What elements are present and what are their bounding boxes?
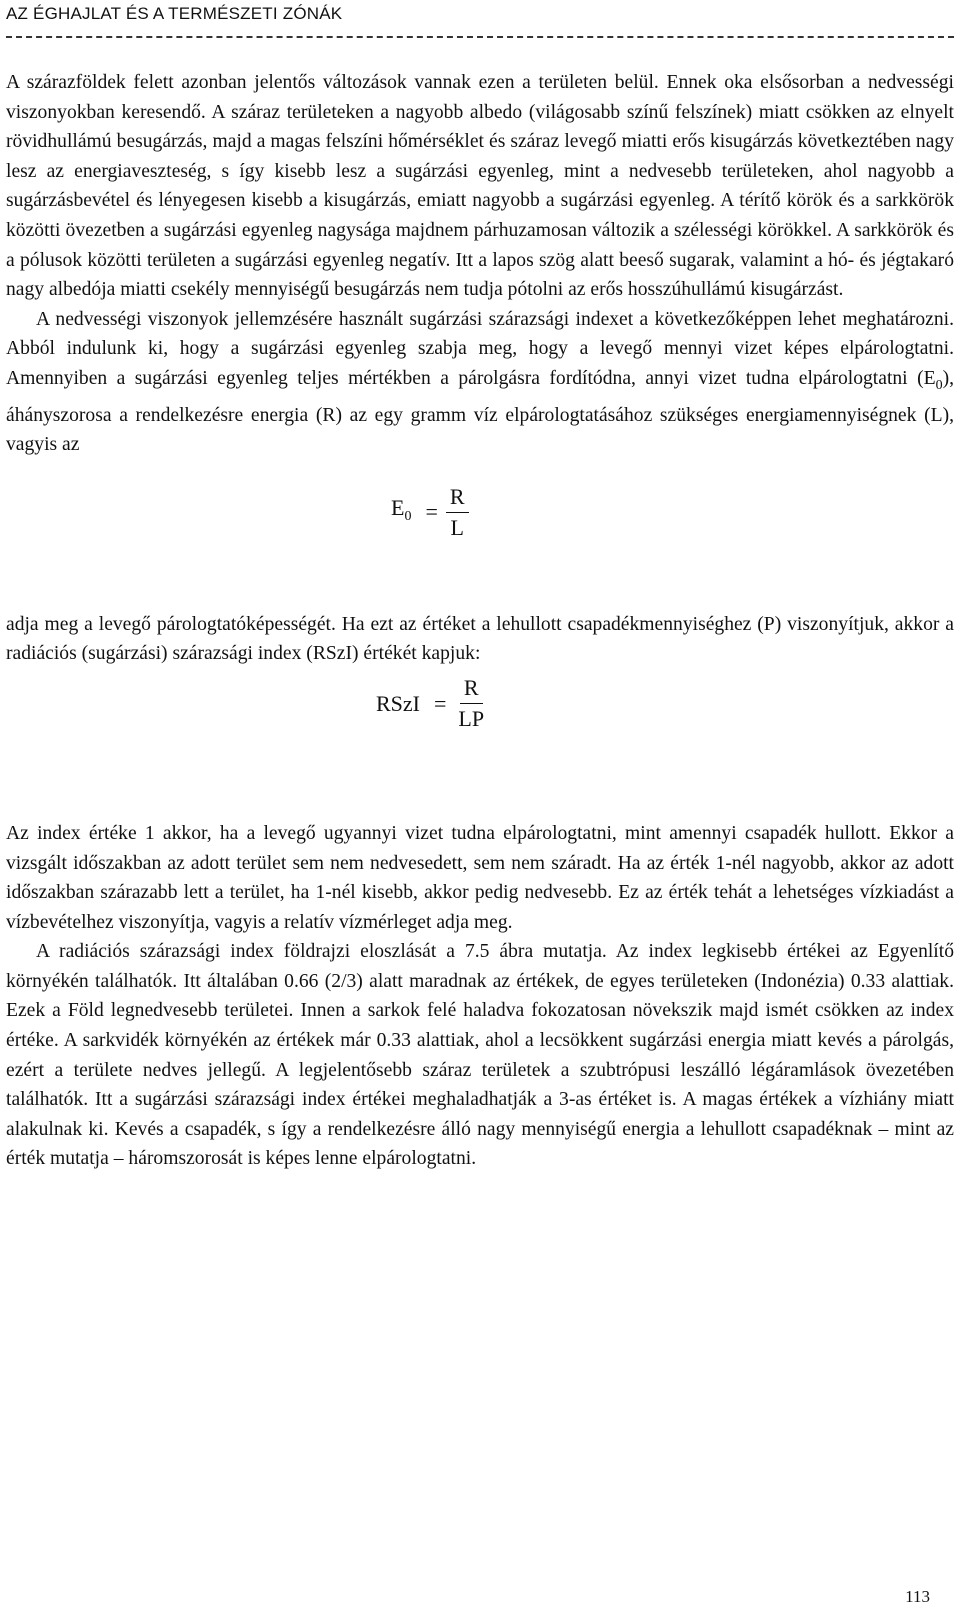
paragraph-4: Az index értéke 1 akkor, ha a levegő ugyannyi vizet tudna elpárologtatni, mint amennyi csapadék hullott. Ekkor a vizsgált időszakban az adott terület sem nem nedvesedett, sem nem száradt. Ha az érték 1-nél nagyobb, akkor az adott időszakban szárazabb lett a terület, ha 1-nél kisebb, akkor pedig nedvesebb. Ez az érték tehát a lehetséges vízkiadást a vízbevételhez viszonyítja, vagyis a relatív vízmérleget adja meg.	[6, 822, 954, 933]
formula-rszi	[6, 669, 954, 819]
formula-evaporation-capacity	[6, 460, 954, 610]
body-text	[6, 68, 954, 1174]
formula-1-equals: =	[425, 499, 438, 525]
paragraph-2-text-a: A nedvességi viszonyok jellemzésére használt sugárzási szárazsági indexet a következőképpen lehet meghatározni. Abból indulunk ki, hogy a sugárzási egyenleg szabja meg, hogy a levegő mennyi vizet képes elpárologtatni. Amennyiben a sugárzási egyenleg teljes mértékben a párolgásra fordítódna, annyi vizet tudna elpárologtatni (E	[6, 308, 954, 389]
formula-2-numerator: R	[460, 675, 483, 704]
formula-1-numerator: R	[446, 484, 469, 513]
header-divider	[6, 36, 954, 38]
paragraph-2	[6, 305, 954, 460]
formula-2-equals: =	[434, 690, 447, 716]
formula-1-fraction	[446, 484, 469, 541]
paragraph-5: A radiációs szárazsági index földrajzi eloszlását a 7.5 ábra mutatja. Az index legkisebb értékei az Egyenlítő környékén találhatók. Itt általában 0.66 (2/3) alatt maradnak az értékek, de egyes területeken (Indonézia) 0.33 alattiak. Ezek a Föld legnedvesebb területei. Innen a sarkok felé haladva fokozatosan növekszik majd ismét csökken az index értéke. A sarkvidék környékén az értékek már 0.33 alattiak, ahol a lecsökkent sugárzási energia miatt kevés a párolgás, ezért a területe nedves jellegű. A legjelentősebb száraz területek a szubtrópusi leszálló légáramlások övezetében találhatók. Itt a sugárzási szárazsági index értékei meghaladhatják a 3-as értéket is. A magas értékek a vízhiány miatt alakulnak ki. Kevés a csapadék, s így a rendelkezésre álló nagy mennyiségű energia a lehullott csapadéknak – mint az érték mutatja – háromszorosát is képes lenne elpárologtatni.	[6, 941, 954, 1170]
paragraph-2-subscript: 0	[935, 377, 943, 393]
paragraph-1: A szárazföldek felett azonban jelentős változások vannak ezen a területen belül. Ennek oka elsősorban a nedvességi viszonyokban keresendő. A száraz területeken a nagyobb albedo (világosabb színű felszínek) miatt csökken az elnyelt rövidhullámú besugárzás, majd a magas felszíni hőmérséklet és száraz levegő miatti erős kisugárzás következtében nagy lesz az energiaveszteség, s így kisebb lesz a sugárzási egyenleg, mint a nedvesebb területeken, ahol nagyobb a sugárzásbevétel és lényegesen kisebb a kisugárzás, emiatt nagyobb a sugárzási egyenleg. A térítő körök és a sarkkörök közötti övezetben a sugárzási egyenleg nagysága majdnem párhuzamosan változik a szélességi körökkel. A sarkkörök és a pólusok közötti területen a sugárzási egyenleg negatív. Itt a lapos szög alatt beeső sugarak, valamint a hó- és jégtakaró nagy albedója miatti csekély mennyiségű besugárzás nem tudja pótolni az erős hosszúhullámú kisugárzást.	[6, 72, 954, 301]
paragraph-3: adja meg a levegő párologtatóképességét. Ha ezt az értéket a lehullott csapadékmennyiséghez (P) viszonyítjuk, akkor a radiációs (sugárzási) szárazsági index (RSzI) értékét kapjuk:	[6, 613, 954, 665]
formula-1-lhs: $E_0$	[391, 494, 412, 524]
paragraph-2-text-b: ), áhányszorosa a rendelkezésre energia (R) az egy gramm víz elpárologtatásához szükséges energiamennyiségnek (L), vagyis az	[6, 367, 954, 456]
formula-2-lhs: RSzI	[376, 690, 420, 716]
running-header: AZ ÉGHAJLAT ÉS A TERMÉSZETI ZÓNÁK	[6, 4, 343, 23]
formula-2-fraction	[454, 675, 488, 732]
formula-1-denominator: L	[450, 514, 464, 540]
page-number: 113	[905, 1587, 930, 1606]
formula-2-denominator: LP	[458, 705, 485, 731]
